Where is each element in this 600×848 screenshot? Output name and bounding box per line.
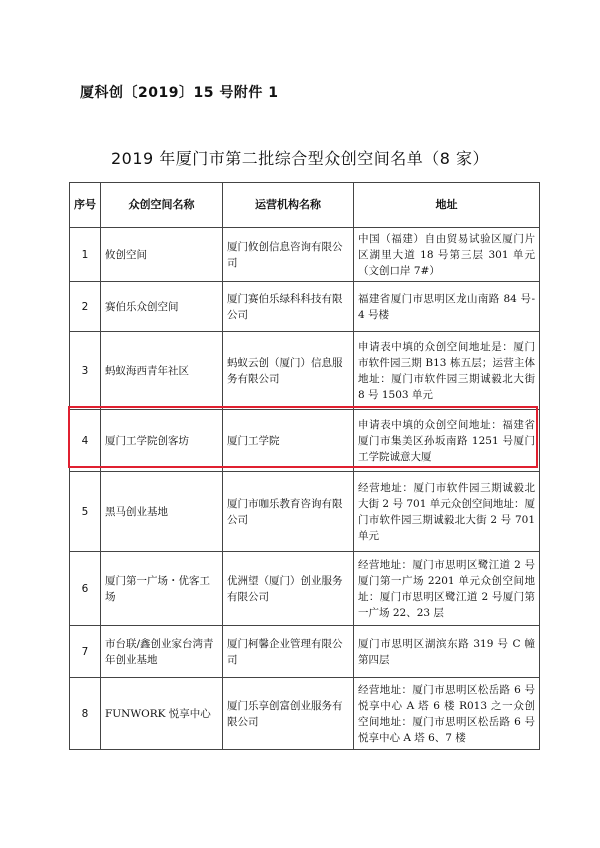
- address: 中国（福建）自由贸易试验区厦门片区湖里大道 18 号第三层 301 单元（文创口岸 7#）: [354, 228, 540, 282]
- org-name: 厦门市咖乐教育咨询有限公司: [223, 472, 354, 552]
- address: 申请表中填的众创空间地址：福建省厦门市集美区孙坂南路 1251 号厦门工学院诚意大厦: [354, 410, 540, 472]
- space-name: 市台联/鑫创业家台湾青年创业基地: [101, 626, 223, 678]
- row-number: 8: [70, 678, 101, 750]
- document-title: 2019 年厦门市第二批综合型众创空间名单（8 家）: [110, 149, 490, 168]
- org-name: 厦门工学院: [223, 410, 354, 472]
- org-name: 厦门赛伯乐绿科科技有限公司: [223, 282, 354, 332]
- org-name: 厦门乐享创富创业服务有限公司: [223, 678, 354, 750]
- space-name: 赛伯乐众创空间: [101, 282, 223, 332]
- table-row: [70, 626, 540, 678]
- table-header-row: [70, 183, 540, 228]
- space-name: 黑马创业基地: [101, 472, 223, 552]
- space-name: 攸创空间: [101, 228, 223, 282]
- row-number: 1: [70, 228, 101, 282]
- table-row: [70, 678, 540, 750]
- table-row-highlighted: [70, 410, 540, 472]
- row-number: 7: [70, 626, 101, 678]
- row-number: 5: [70, 472, 101, 552]
- org-name: 厦门攸创信息咨询有限公司: [223, 228, 354, 282]
- address: 经营地址：厦门市软件园三期诚毅北大街 2 号 701 单元众创空间地址：厦门市软件园三期诚毅北大街 2 号 701 单元: [354, 472, 540, 552]
- table-row: [70, 228, 540, 282]
- table-row: [70, 552, 540, 626]
- row-number: 4: [70, 410, 101, 472]
- address: 申请表中填的众创空间地址是：厦门市软件园三期 B13 栋五层；运营主体地址：厦门市软件园三期诚毅北大街 8 号 1503 单元: [354, 332, 540, 410]
- org-name: 优洲望（厦门）创业服务有限公司: [223, 552, 354, 626]
- space-name: FUNWORK 悦享中心: [101, 678, 223, 750]
- space-name: 蚂蚁海西青年社区: [101, 332, 223, 410]
- org-name: 蚂蚁云创（厦门）信息服务有限公司: [223, 332, 354, 410]
- address: 经营地址：厦门市思明区鹭江道 2 号厦门第一广场 2201 单元众创空间地址：厦门市思明区鹭江道 2 号厦门第一广场 22、23 层: [354, 552, 540, 626]
- org-name: 厦门柯馨企业管理有限公司: [223, 626, 354, 678]
- table-row: [70, 282, 540, 332]
- row-number: 3: [70, 332, 101, 410]
- row-number: 6: [70, 552, 101, 626]
- address: 厦门市思明区湖滨东路 319 号 C 幢第四层: [354, 626, 540, 678]
- address: 经营地址：厦门市思明区松岳路 6 号悦享中心 A 塔 6 楼 R013 之一众创空间地址：厦门市思明区松岳路 6 号悦享中心 A 塔 6、7 楼: [354, 678, 540, 750]
- space-list-table: [69, 182, 540, 750]
- table-row: [70, 472, 540, 552]
- space-name: 厦门工学院创客坊: [101, 410, 223, 472]
- column-header-number: 序号: [70, 183, 101, 228]
- address: 福建省厦门市思明区龙山南路 84 号-4 号楼: [354, 282, 540, 332]
- column-header-address: 地址: [354, 183, 540, 228]
- table-row: [70, 332, 540, 410]
- document-reference: 厦科创〔2019〕15 号附件 1: [80, 85, 279, 101]
- row-number: 2: [70, 282, 101, 332]
- space-name: 厦门第一广场・优客工场: [101, 552, 223, 626]
- column-header-space: 众创空间名称: [101, 183, 223, 228]
- column-header-org: 运营机构名称: [223, 183, 354, 228]
